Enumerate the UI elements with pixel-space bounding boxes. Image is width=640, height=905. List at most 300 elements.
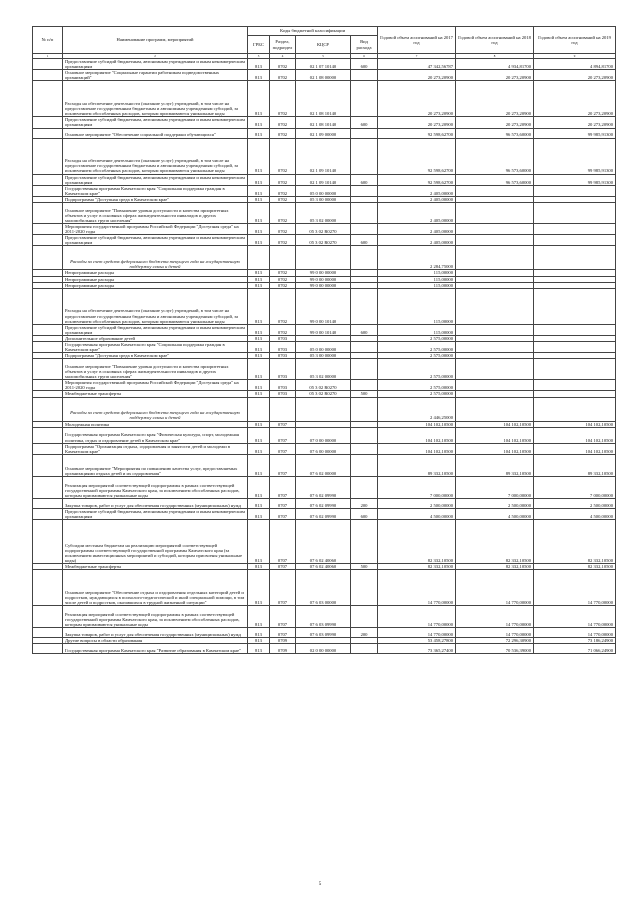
amount-2018-cell: 82 332,10500 <box>456 520 534 564</box>
grbs-cell: 813 <box>248 196 270 202</box>
grbs-cell: 813 <box>248 498 270 508</box>
table-row <box>33 644 616 654</box>
csr-cell <box>296 397 351 421</box>
grbs-cell: 813 <box>248 128 270 138</box>
header-vr: Вид расхода <box>351 36 378 54</box>
csr-cell: 05 3 02 R0270 <box>296 380 351 391</box>
name-cell: Реализация мероприятий соответствующей подпрограммы в рамках соответствующей государственной программы Камчатского края, за исключением обособленных расходов, которым присваиваются уникальные коды <box>63 476 248 498</box>
row-number-cell <box>33 570 63 606</box>
csr-cell: 07 6 03 00000 <box>296 570 351 606</box>
vr-cell: 200 <box>351 498 378 508</box>
row-number-cell <box>33 138 63 174</box>
grbs-cell: 813 <box>248 443 270 454</box>
vr-cell <box>351 476 378 498</box>
amount-2019-cell: 20 273,20900 <box>534 70 616 81</box>
csr-cell: 99 0 00 00000 <box>296 270 351 276</box>
grbs-cell: 813 <box>248 508 270 519</box>
amount-2017-cell: 2 405,00000 <box>378 203 456 224</box>
name-cell: Непрограммные расходы <box>63 270 248 276</box>
header-razdel: Раздел, подраздел <box>270 36 296 54</box>
row-number-cell <box>33 246 63 270</box>
amount-2018-cell: 14 770,00000 <box>456 570 534 606</box>
csr-cell: 02 1 07 10140 <box>296 59 351 70</box>
razdel-cell: 0707 <box>270 606 296 628</box>
csr-cell: 07 6 00 00000 <box>296 443 351 454</box>
amount-2018-cell: 4 500,00000 <box>456 508 534 519</box>
amount-2018-cell: 14 770,00000 <box>456 628 534 638</box>
amount-2019-cell: 7 000,00000 <box>534 476 616 498</box>
name-cell: Мероприятия государственной программы Российской Федерации "Доступная среда" на 2011-2020 годы <box>63 380 248 391</box>
amount-2018-cell: 104 102,10500 <box>456 421 534 427</box>
row-number-cell <box>33 81 63 117</box>
name-cell: Подпрограмма "Доступная среда в Камчатском крае" <box>63 353 248 359</box>
amount-2019-cell <box>534 203 616 224</box>
table-row <box>33 508 616 519</box>
vr-cell <box>351 380 378 391</box>
amount-2018-cell: 4 934,81700 <box>456 59 534 70</box>
razdel-cell: 0702 <box>270 324 296 335</box>
amount-2018-cell <box>456 185 534 196</box>
razdel-cell: 0709 <box>270 644 296 654</box>
name-cell: Государственная программа Камчатского края "Социальная поддержка граждан в Камчатском крае" <box>63 341 248 352</box>
row-number-cell <box>33 185 63 196</box>
amount-2017-cell: 92 598,62700 <box>378 138 456 174</box>
table-row <box>33 174 616 185</box>
csr-cell: 07 6 02 09990 <box>296 508 351 519</box>
vr-cell: 600 <box>351 59 378 70</box>
amount-2017-cell: 7 000,00000 <box>378 476 456 498</box>
name-cell: Государственная программа Камчатского края "Социальная поддержка граждан в Камчатском крае" <box>63 185 248 196</box>
amount-2018-cell: 96 573,60000 <box>456 174 534 185</box>
amount-2019-cell <box>534 246 616 270</box>
razdel-cell: 0707 <box>270 498 296 508</box>
row-number-cell <box>33 70 63 81</box>
vr-cell <box>351 70 378 81</box>
column-number-cell: 1 <box>33 54 63 59</box>
column-number-cell: 7 <box>378 54 456 59</box>
row-number-cell <box>33 59 63 70</box>
name-cell: Предоставление субсидий бюджетным, автономным учреждениям и иным некоммерческим организациям <box>63 117 248 128</box>
column-number-cell: 8 <box>456 54 534 59</box>
table-row <box>33 128 616 138</box>
amount-2017-cell: 115,00000 <box>378 282 456 288</box>
row-number-cell <box>33 397 63 421</box>
vr-cell <box>351 203 378 224</box>
amount-2019-cell <box>534 235 616 246</box>
razdel-cell: 0707 <box>270 454 296 476</box>
name-cell: Расходы за счет средств федерального бюджета текущего года на государственную поддержку семьи и детей <box>63 397 248 421</box>
row-number-cell <box>33 498 63 508</box>
razdel-cell: 0707 <box>270 443 296 454</box>
name-cell: Закупка товаров, работ и услуг для обеспечения государственных (муниципальных) нужд <box>63 498 248 508</box>
name-cell: Другие вопросы в области образования <box>63 638 248 644</box>
grbs-cell: 813 <box>248 570 270 606</box>
vr-cell <box>351 288 378 324</box>
vr-cell <box>351 427 378 443</box>
vr-cell <box>351 224 378 235</box>
grbs-cell: 813 <box>248 276 270 282</box>
grbs-cell: 813 <box>248 606 270 628</box>
grbs-cell: 813 <box>248 353 270 359</box>
name-cell: Предоставление субсидий бюджетным, автономным учреждениям и иным некоммерческим организациям <box>63 235 248 246</box>
header-num: № п/п <box>33 27 63 54</box>
amount-2017-cell: 82 332,10500 <box>378 520 456 564</box>
amount-2019-cell: 20 273,20900 <box>534 117 616 128</box>
amount-2018-cell: 104 102,10500 <box>456 427 534 443</box>
razdel-cell: 0702 <box>270 270 296 276</box>
amount-2018-cell <box>456 359 534 380</box>
amount-2018-cell <box>456 224 534 235</box>
column-number-cell: 6 <box>351 54 378 59</box>
razdel-cell: 0707 <box>270 628 296 638</box>
amount-2017-cell: 2 575,00000 <box>378 391 456 397</box>
amount-2018-cell: 20 273,20900 <box>456 81 534 117</box>
vr-cell: 500 <box>351 564 378 570</box>
page-number: 5 <box>318 882 322 887</box>
amount-2018-cell: 70 536,39000 <box>456 644 534 654</box>
table-row <box>33 570 616 606</box>
amount-2018-cell <box>456 235 534 246</box>
amount-2017-cell: 4 500,00000 <box>378 508 456 519</box>
name-cell: Основное мероприятие "Обеспечение социальной поддержки обучающихся" <box>63 128 248 138</box>
name-cell: Расходы на обеспечение деятельности (оказание услуг) учреждений, в том числе на предоставление государственным бюджетным и автономным учреждениям субсидий, за исключением обособленных расходов, которым присваиваются уникальные коды <box>63 288 248 324</box>
razdel-cell: 0702 <box>270 138 296 174</box>
column-number-cell: 3 <box>248 54 270 59</box>
amount-2018-cell: 104 102,10500 <box>456 443 534 454</box>
vr-cell: 600 <box>351 235 378 246</box>
razdel-cell: 0703 <box>270 341 296 352</box>
grbs-cell: 813 <box>248 644 270 654</box>
row-number-cell <box>33 606 63 628</box>
amount-2019-cell: 4 500,00000 <box>534 508 616 519</box>
amount-2019-cell: 99 985,91300 <box>534 138 616 174</box>
name-cell: Государственная программа Камчатского края "Физическая культура, спорт, молодежная политика, отдых и оздоровление детей в Камчатском крае" <box>63 427 248 443</box>
amount-2017-cell: 14 770,00000 <box>378 570 456 606</box>
csr-cell: 07 6 03 09990 <box>296 628 351 638</box>
grbs-cell: 813 <box>248 359 270 380</box>
amount-2019-cell: 20 273,20900 <box>534 81 616 117</box>
razdel-cell: 0707 <box>270 508 296 519</box>
csr-cell: 07 6 02 00000 <box>296 454 351 476</box>
vr-cell <box>351 454 378 476</box>
amount-2019-cell <box>534 224 616 235</box>
row-number-cell <box>33 380 63 391</box>
csr-cell: 05 0 00 00000 <box>296 185 351 196</box>
amount-2019-cell: 99 985,91300 <box>534 128 616 138</box>
vr-cell: 600 <box>351 324 378 335</box>
name-cell: Межбюджетные трансферты <box>63 391 248 397</box>
razdel-cell: 0702 <box>270 81 296 117</box>
amount-2017-cell: 73 365,27400 <box>378 644 456 654</box>
amount-2017-cell: 115,00000 <box>378 270 456 276</box>
name-cell: Предоставление субсидий бюджетным, автономным учреждениям и иным некоммерческим организациям <box>63 508 248 519</box>
name-cell: Закупка товаров, работ и услуг для обеспечения государственных (муниципальных) нужд <box>63 628 248 638</box>
razdel-cell: 0703 <box>270 391 296 397</box>
amount-2017-cell: 104 102,10500 <box>378 443 456 454</box>
grbs-cell <box>248 397 270 421</box>
grbs-cell: 813 <box>248 421 270 427</box>
amount-2018-cell: 72 296,30900 <box>456 638 534 644</box>
razdel-cell: 0702 <box>270 117 296 128</box>
vr-cell <box>351 644 378 654</box>
name-cell: Подпрограмма "Доступная среда в Камчатском крае" <box>63 196 248 202</box>
razdel-cell: 0703 <box>270 359 296 380</box>
csr-cell: 99 0 00 00000 <box>296 282 351 288</box>
table-row <box>33 138 616 174</box>
row-number-cell <box>33 117 63 128</box>
amount-2018-cell: 2 500,00000 <box>456 498 534 508</box>
grbs-cell: 813 <box>248 203 270 224</box>
table-row <box>33 246 616 270</box>
name-cell: Межбюджетные трансферты <box>63 564 248 570</box>
name-cell: Расходы на обеспечение деятельности (оказание услуг) учреждений, в том числе на предоставление государственным бюджетным и автономным учреждениям субсидий, за исключением обособленных расходов, которым присваиваются уникальные коды <box>63 138 248 174</box>
grbs-cell: 813 <box>248 59 270 70</box>
table-row <box>33 397 616 421</box>
table-row <box>33 427 616 443</box>
table-row <box>33 359 616 380</box>
name-cell: Субсидии местным бюджетам на реализацию мероприятий соответствующей подпрограммы соответствующей государственной программы Камчатского края (за исключением инвестиционных мероприятий и субсидий, которым присвоены уникальные коды) <box>63 520 248 564</box>
table-row <box>33 498 616 508</box>
amount-2019-cell: 14 770,00000 <box>534 570 616 606</box>
grbs-cell: 813 <box>248 564 270 570</box>
grbs-cell: 813 <box>248 282 270 288</box>
table-row <box>33 224 616 235</box>
amount-2017-cell: 2 575,00000 <box>378 380 456 391</box>
csr-cell: 02 1 09 00000 <box>296 128 351 138</box>
amount-2017-cell: 92 598,62700 <box>378 128 456 138</box>
razdel-cell: 0707 <box>270 427 296 443</box>
amount-2019-cell: 71 066,24900 <box>534 644 616 654</box>
razdel-cell: 0707 <box>270 476 296 498</box>
razdel-cell: 0703 <box>270 335 296 341</box>
razdel-cell: 0703 <box>270 380 296 391</box>
row-number-cell <box>33 443 63 454</box>
amount-2018-cell <box>456 288 534 324</box>
name-cell: Государственная программа Камчатского края "Развитие образования в Камчатском крае" <box>63 644 248 654</box>
csr-cell: 05 3 00 00000 <box>296 353 351 359</box>
csr-cell: 05 3 02 R0270 <box>296 235 351 246</box>
vr-cell <box>351 606 378 628</box>
amount-2019-cell: 14 770,00000 <box>534 628 616 638</box>
vr-cell: 600 <box>351 117 378 128</box>
amount-2019-cell: 104 102,10500 <box>534 443 616 454</box>
amount-2018-cell: 82 332,10500 <box>456 564 534 570</box>
vr-cell <box>351 570 378 606</box>
amount-2019-cell: 82 332,10500 <box>534 564 616 570</box>
csr-cell: 07 6 02 09990 <box>296 476 351 498</box>
csr-cell: 05 3 00 00000 <box>296 196 351 202</box>
amount-2019-cell <box>534 359 616 380</box>
grbs-cell: 813 <box>248 638 270 644</box>
amount-2017-cell: 2 575,00000 <box>378 359 456 380</box>
razdel-cell: 0702 <box>270 185 296 196</box>
csr-cell: 02 1 09 10140 <box>296 174 351 185</box>
column-number-cell: 9 <box>534 54 616 59</box>
razdel-cell: 0702 <box>270 288 296 324</box>
amount-2019-cell: 4 894,81700 <box>534 59 616 70</box>
amount-2019-cell <box>534 185 616 196</box>
name-cell: Основное мероприятие "Мероприятия по повышению качества услуг, предоставляемых организациями отдыха детей и их оздоровления" <box>63 454 248 476</box>
amount-2017-cell: 2 405,00000 <box>378 224 456 235</box>
amount-2017-cell: 115,00000 <box>378 324 456 335</box>
amount-2018-cell: 7 000,00000 <box>456 476 534 498</box>
table-row <box>33 476 616 498</box>
vr-cell <box>351 341 378 352</box>
csr-cell: 07 6 02 40060 <box>296 520 351 564</box>
row-number-cell <box>33 476 63 498</box>
amount-2019-cell <box>534 380 616 391</box>
vr-cell <box>351 520 378 564</box>
amount-2017-cell: 92 598,62700 <box>378 174 456 185</box>
grbs-cell: 813 <box>248 520 270 564</box>
amount-2018-cell: 89 332,10500 <box>456 454 534 476</box>
razdel-cell: 0702 <box>270 276 296 282</box>
table-row <box>33 341 616 352</box>
csr-cell: 99 0 00 00000 <box>296 276 351 282</box>
grbs-cell: 813 <box>248 380 270 391</box>
row-number-cell <box>33 203 63 224</box>
grbs-cell: 813 <box>248 391 270 397</box>
grbs-cell: 813 <box>248 476 270 498</box>
amount-2017-cell: 2 405,00000 <box>378 196 456 202</box>
amount-2017-cell: 53 458,27800 <box>378 638 456 644</box>
table-row <box>33 324 616 335</box>
grbs-cell: 813 <box>248 81 270 117</box>
razdel-cell: 0702 <box>270 128 296 138</box>
vr-cell <box>351 246 378 270</box>
table-row <box>33 443 616 454</box>
csr-cell: 05 3 02 R0270 <box>296 224 351 235</box>
amount-2017-cell: 2 575,00000 <box>378 341 456 352</box>
vr-cell <box>351 81 378 117</box>
grbs-cell: 813 <box>248 324 270 335</box>
razdel-cell: 0707 <box>270 564 296 570</box>
razdel-cell <box>270 246 296 270</box>
grbs-cell: 813 <box>248 174 270 185</box>
header-2018: Годовой объем ассигнований на 2018 год <box>456 27 534 54</box>
grbs-cell: 813 <box>248 70 270 81</box>
vr-cell: 600 <box>351 174 378 185</box>
header-csr: КЦСР <box>296 36 351 54</box>
csr-cell: 05 3 02 00000 <box>296 203 351 224</box>
vr-cell <box>351 185 378 196</box>
amount-2019-cell: 73 186,24900 <box>534 638 616 644</box>
amount-2017-cell: 47 342,56787 <box>378 59 456 70</box>
name-cell: Основное мероприятие "Обеспечение отдыха и оздоровления отдельных категорий детей и подростков, нуждающихся в психолого-педагогической и иной специальной помощи, в том числе детей и подростков, оказавшихся в трудной жизненной ситуации" <box>63 570 248 606</box>
grbs-cell: 813 <box>248 454 270 476</box>
amount-2017-cell: 20 273,20900 <box>378 70 456 81</box>
vr-cell <box>351 397 378 421</box>
amount-2017-cell: 2 575,00000 <box>378 353 456 359</box>
name-cell: Расходы за счет средств федерального бюджета текущего года на государственную поддержку семьи и детей <box>63 246 248 270</box>
amount-2017-cell: 82 332,10500 <box>378 564 456 570</box>
table-body <box>33 59 616 654</box>
name-cell: Подпрограмма "Организация отдыха, оздоровления и занятости детей и молодежи в Камчатском крае" <box>63 443 248 454</box>
table-row <box>33 203 616 224</box>
csr-cell: 07 6 03 09990 <box>296 606 351 628</box>
amount-2018-cell <box>456 397 534 421</box>
amount-2018-cell: 20 273,20900 <box>456 117 534 128</box>
grbs-cell: 813 <box>248 270 270 276</box>
table-row <box>33 59 616 70</box>
amount-2017-cell: 14 770,00000 <box>378 606 456 628</box>
table-row <box>33 117 616 128</box>
razdel-cell: 0702 <box>270 235 296 246</box>
razdel-cell: 0702 <box>270 282 296 288</box>
name-cell: Мероприятия государственной программы Российской Федерации "Доступная среда" на 2011-2020 годы <box>63 224 248 235</box>
table-row <box>33 454 616 476</box>
name-cell: Дополнительное образование детей <box>63 335 248 341</box>
vr-cell <box>351 359 378 380</box>
amount-2018-cell <box>456 246 534 270</box>
name-cell: Непрограммные расходы <box>63 276 248 282</box>
amount-2018-cell: 20 273,20900 <box>456 70 534 81</box>
row-number-cell <box>33 427 63 443</box>
header-2017: Годовой объем ассигнований на 2017 год <box>378 27 456 54</box>
csr-cell: 99 0 00 10140 <box>296 324 351 335</box>
grbs-cell: 813 <box>248 288 270 324</box>
csr-cell: 02 1 08 10140 <box>296 117 351 128</box>
table-row <box>33 628 616 638</box>
amount-2017-cell: 20 273,20900 <box>378 117 456 128</box>
amount-2017-cell: 2 284,75000 <box>378 246 456 270</box>
table-row <box>33 520 616 564</box>
amount-2017-cell: 2 405,00000 <box>378 235 456 246</box>
amount-2017-cell: 104 102,10500 <box>378 421 456 427</box>
amount-2018-cell <box>456 324 534 335</box>
name-cell: Расходы на обеспечение деятельности (оказание услуг) учреждений, в том числе на предоставление государственным бюджетным и автономным учреждениям субсидий, за исключением обособленных расходов, которым присваиваются уникальные коды <box>63 81 248 117</box>
row-number-cell <box>33 174 63 185</box>
vr-cell <box>351 443 378 454</box>
row-number-cell <box>33 128 63 138</box>
amount-2018-cell <box>456 341 534 352</box>
csr-cell: 07 6 02 40060 <box>296 564 351 570</box>
razdel-cell: 0702 <box>270 174 296 185</box>
name-cell: Предоставление субсидий бюджетным, автономным учреждениям и иным некоммерческим организациям <box>63 324 248 335</box>
table-row <box>33 185 616 196</box>
csr-cell: 02 0 00 00000 <box>296 644 351 654</box>
row-number-cell <box>33 508 63 519</box>
amount-2018-cell <box>456 203 534 224</box>
amount-2019-cell <box>534 397 616 421</box>
name-cell: Основное мероприятие "Социальные гарантии работникам подведомственных организаций" <box>63 70 248 81</box>
row-number-cell <box>33 628 63 638</box>
amount-2019-cell: 104 102,10500 <box>534 427 616 443</box>
razdel-cell: 0702 <box>270 224 296 235</box>
header-codes: Коды бюджетной классификации <box>248 27 378 36</box>
header-grbs: ГРБС <box>248 36 270 54</box>
csr-cell: 05 0 00 00000 <box>296 341 351 352</box>
amount-2019-cell: 14 770,00000 <box>534 606 616 628</box>
csr-cell: 05 3 02 00000 <box>296 359 351 380</box>
header-name: Наименование программ, мероприятий <box>63 27 248 54</box>
amount-2019-cell <box>534 288 616 324</box>
csr-cell: 02 1 08 00000 <box>296 70 351 81</box>
row-number-cell <box>33 644 63 654</box>
column-number-cell: 2 <box>63 54 248 59</box>
razdel-cell: 0707 <box>270 570 296 606</box>
row-number-cell <box>33 224 63 235</box>
name-cell: Предоставление субсидий бюджетным, автономным учреждениям и иным некоммерческим организациям <box>63 174 248 185</box>
amount-2018-cell: 96 573,60000 <box>456 138 534 174</box>
amount-2017-cell: 89 332,10500 <box>378 454 456 476</box>
grbs-cell: 813 <box>248 117 270 128</box>
amount-2019-cell <box>534 324 616 335</box>
razdel-cell: 0703 <box>270 353 296 359</box>
amount-2018-cell: 96 573,60000 <box>456 128 534 138</box>
name-cell: Предоставление субсидий бюджетным, автономным учреждениям и иным некоммерческим организациям <box>63 59 248 70</box>
razdel-cell: 0707 <box>270 421 296 427</box>
